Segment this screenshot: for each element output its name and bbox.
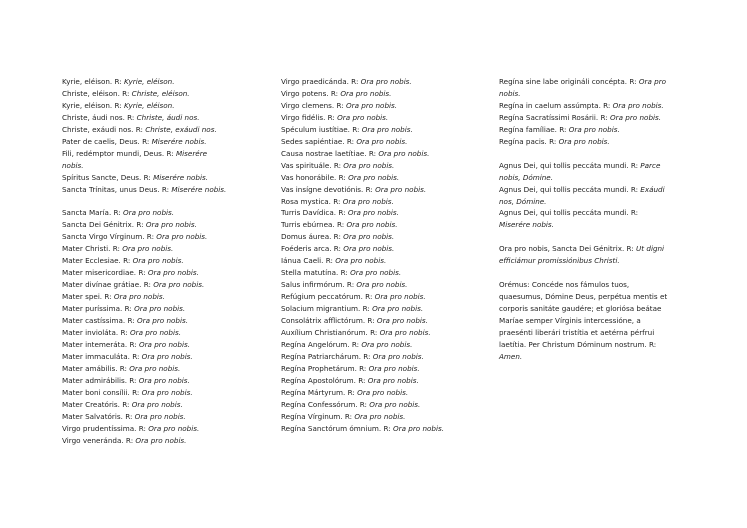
response-text: Ora pro nobis. [361, 339, 413, 349]
litany-line [499, 219, 689, 231]
column-2 [281, 76, 493, 435]
litany-line [62, 148, 267, 160]
litany-line [499, 291, 689, 303]
litany-line [499, 315, 689, 327]
invocation-text: Regína famíliae. R: [499, 124, 569, 134]
litany-line [499, 351, 689, 363]
litany-line [499, 88, 689, 100]
litany-line [499, 124, 689, 136]
invocation-text: corporis sanitáte gaudére; et gloriósa beátae [499, 304, 662, 314]
litany-line [281, 207, 493, 219]
invocation-text: Orémus: Concéde nos fámulos tuos, [499, 280, 630, 290]
response-text: Parce [640, 160, 661, 170]
response-text: Ora pro nobis. [129, 363, 181, 373]
litany-line [62, 207, 267, 219]
litany-line [281, 88, 493, 100]
invocation-text: Virgo fidélis. R: [281, 112, 338, 122]
invocation-text: Foéderis arca. R: [281, 244, 344, 254]
litany-line [281, 327, 493, 339]
invocation-text: Sancta Virgo Vírginum. R: [62, 232, 157, 242]
invocation-text: Mater castíssima. R: [62, 316, 137, 326]
response-text: Ora pro nobis. [136, 316, 188, 326]
column-3 [499, 76, 689, 363]
response-text: efficiámur promissiónibus Christi. [499, 256, 620, 266]
litany-line [281, 423, 493, 435]
litany-line [281, 411, 493, 423]
invocation-text: Mater Ecclesiae. R: [62, 256, 133, 266]
response-text: Kyrie, eléison. [123, 77, 175, 86]
litany-line [281, 291, 493, 303]
response-text: Ora pro nobis. [345, 100, 398, 110]
invocation-text: Mater Creatóris. R: [62, 399, 132, 409]
invocation-text: Vas honorábile. R: [281, 172, 349, 182]
litany-line [62, 112, 267, 124]
litany-line [281, 100, 493, 112]
response-text: Ora pro nobis. [375, 184, 427, 194]
invocation-text: Virgo veneránda. R: [62, 435, 136, 445]
response-text: Ora pro nobis. [558, 136, 610, 146]
response-text: Ora pro nobis. [347, 208, 399, 218]
litany-line [62, 291, 267, 303]
invocation-text: Mater Salvatóris. R: [62, 411, 135, 421]
response-text: Miserére nobis. [153, 172, 209, 182]
response-text: Ora pro nobis. [335, 256, 387, 266]
invocation-text: Christe, áudi nos. R: [62, 112, 137, 122]
response-text: Ora pro nobis. [134, 411, 186, 421]
invocation-text: Virgo potens. R: [281, 88, 341, 98]
response-text: Ora pro nobis. [369, 399, 421, 409]
litany-line [499, 243, 689, 255]
litany-line [281, 243, 493, 255]
response-text: Ut digni [636, 244, 665, 254]
response-text: nobis, Dómine. [499, 172, 554, 182]
column-1 [62, 76, 267, 447]
litany-line [499, 327, 689, 339]
invocation-text: Mater boni consílii. R: [62, 387, 142, 397]
litany-line [499, 76, 689, 88]
invocation-text: Mater Christi. R: [62, 244, 123, 254]
invocation-text: Solacium migrantium. R: [281, 304, 373, 314]
invocation-text: Auxílium Christianórum. R: [281, 328, 380, 338]
response-text: Ora pro nobis. [141, 351, 193, 361]
response-text: Ora pro nobis. [340, 88, 392, 98]
response-text: Miserére nobis. [499, 220, 554, 230]
response-text: Ora pro nobis. [138, 339, 190, 349]
litany-line [281, 172, 493, 184]
litany-line [281, 196, 493, 208]
response-text: Ora pro nobis. [376, 316, 428, 326]
invocation-text: Agnus Dei, qui tollis peccáta mundi. R: [499, 208, 639, 218]
invocation-text: Mater immaculáta. R: [62, 351, 142, 361]
litany-line [62, 124, 267, 136]
invocation-text: Virgo praedicánda. R: [281, 77, 361, 86]
litany-line [281, 279, 493, 291]
response-text: Ora pro nobis. [337, 112, 389, 122]
response-text: Ora pro nobis. [354, 411, 406, 421]
response-text: Ora pro nobis. [148, 423, 200, 433]
response-text: nobis. [62, 160, 84, 170]
response-text: Ora pro nobis. [123, 208, 175, 218]
invocation-text: Vas spirituále. R: [281, 160, 344, 170]
invocation-text: Vas insígne devotiónis. R: [281, 184, 376, 194]
litany-line [499, 184, 689, 196]
litany-line [62, 243, 267, 255]
invocation-text: Kyrie, eléison. R: [62, 77, 124, 86]
paragraph-gap [499, 148, 689, 160]
invocation-text: Mater divínae grátiae. R: [62, 280, 154, 290]
response-text: Christe, exáudi nos. [145, 124, 217, 134]
response-text: Ora pro nobis. [568, 124, 620, 134]
invocation-text: Sancta María. R: [62, 208, 123, 218]
invocation-text: Consolátrix afflictórum. R: [281, 316, 377, 326]
response-text: Ora pro nobis. [113, 292, 165, 302]
litany-line [62, 279, 267, 291]
litany-line [62, 184, 267, 196]
response-text: Ora pro nobis. [612, 100, 664, 110]
invocation-text: Sedes sapiéntiae. R: [281, 136, 357, 146]
invocation-text: Rosa mystica. R: [281, 196, 343, 206]
litany-line [62, 160, 267, 172]
litany-line [62, 267, 267, 279]
paragraph-gap [499, 231, 689, 243]
response-text: Ora pro nobis. [141, 387, 193, 397]
response-text: Ora pro nobis. [132, 256, 184, 266]
litany-line [62, 387, 267, 399]
invocation-text: Kyrie, eléison. R: [62, 100, 124, 110]
litany-line [281, 375, 493, 387]
litany-line [281, 339, 493, 351]
invocation-text: Salus infirmórum. R: [281, 280, 357, 290]
response-text: nos, Dómine. [499, 196, 547, 206]
response-text: Ora pro nobis. [343, 244, 395, 254]
litany-line [499, 255, 689, 267]
litany-line [281, 184, 493, 196]
invocation-text: Mater amábilis. R: [62, 363, 130, 373]
litany-line [62, 423, 267, 435]
response-text: Ora pro nobis. [609, 112, 662, 122]
invocation-text: Regína Sacratíssimi Rosárii. R: [499, 112, 610, 122]
invocation-text: Virgo clemens. R: [281, 100, 346, 110]
litany-line [499, 279, 689, 291]
response-text: Ora pro nobis. [357, 387, 409, 397]
litany-line [281, 76, 493, 88]
response-text: Ora pro nobis. [135, 435, 187, 445]
litany-line [62, 76, 267, 88]
response-text: Miserére [175, 148, 208, 158]
invocation-text: Regína Confessórum. R: [281, 399, 370, 409]
litany-line [499, 172, 689, 184]
litany-line [499, 339, 689, 351]
response-text: Ora pro nobis. [145, 220, 197, 230]
litany-line [281, 303, 493, 315]
response-text: Christe, eléison. [131, 88, 190, 98]
litany-line [281, 255, 493, 267]
invocation-text: Sancta Dei Génitrix. R: [62, 220, 146, 230]
invocation-text: Causa nostrae laetítiae. R: [281, 148, 379, 158]
litany-line [499, 303, 689, 315]
response-text: Amen. [499, 351, 523, 361]
response-text: Ora pro nobis. [356, 136, 408, 146]
litany-line [281, 136, 493, 148]
invocation-text: Agnus Dei, qui tollis peccáta mundi. R: [499, 184, 641, 194]
litany-line [62, 172, 267, 184]
litany-line [499, 196, 689, 208]
response-text: Kyrie, eléison. [123, 100, 175, 110]
response-text: Ora pro nobis. [134, 304, 186, 314]
invocation-text: Refúgium peccatórum. R: [281, 292, 375, 302]
invocation-text: Stella matutína. R: [281, 268, 351, 278]
invocation-text: Pater de caelis, Deus. R: [62, 136, 152, 146]
response-text: Ora pro nobis. [343, 232, 395, 242]
invocation-text: Christe, eléison. R: [62, 88, 132, 98]
invocation-text: Sancta Trínitas, unus Deus. R: [62, 184, 172, 194]
invocation-text: Mater misericordiae. R: [62, 268, 148, 278]
response-text: Exáudi [640, 184, 665, 194]
invocation-text: Regína Apostolórum. R: [281, 375, 368, 385]
response-text: Ora pro nobis. [153, 280, 205, 290]
litany-line [281, 363, 493, 375]
invocation-text: laetítia. Per Christum Dóminum nostrum. R: [499, 339, 657, 349]
response-text: Ora pro nobis. [122, 244, 174, 254]
response-text: Christe, áudi nos. [136, 112, 200, 122]
litany-line [62, 255, 267, 267]
response-text: Miserére nobis. [151, 136, 207, 146]
litany-line [499, 136, 689, 148]
invocation-text: Mater admirábilis. R: [62, 375, 139, 385]
invocation-text: Spíritus Sancte, Deus. R: [62, 172, 154, 182]
invocation-text: Iánua Caeli. R: [281, 256, 336, 266]
litany-line [62, 411, 267, 423]
litany-line [281, 124, 493, 136]
invocation-text: Maríae semper Vírginis intercessióne, a [499, 316, 641, 326]
invocation-text: Mater intemeráta. R: [62, 339, 139, 349]
litany-line [281, 160, 493, 172]
invocation-text: Domus áurea. R: [281, 232, 344, 242]
response-text: Ora pro nobis. [372, 304, 424, 314]
invocation-text: Agnus Dei, qui tollis peccáta mundi. R: [499, 160, 641, 170]
invocation-text: Ora pro nobis, Sancta Dei Génitrix. R: [499, 244, 637, 254]
response-text: Ora pro nobis. [147, 268, 199, 278]
invocation-text: Turris ebúrnea. R: [281, 220, 347, 230]
litany-line [499, 112, 689, 124]
invocation-text: Regína Mártyrum. R: [281, 387, 358, 397]
invocation-text: Virgo prudentíssima. R: [62, 423, 149, 433]
litany-line [62, 327, 267, 339]
response-text: Ora pro nobis. [361, 124, 413, 134]
litany-line [62, 363, 267, 375]
litany-line [499, 100, 689, 112]
response-text: Ora pro nobis. [138, 375, 190, 385]
paragraph-gap [62, 196, 267, 208]
litany-line [499, 207, 689, 219]
litany-line [62, 375, 267, 387]
response-text: Ora pro nobis. [346, 220, 398, 230]
paragraph-gap [499, 267, 689, 279]
litany-line [281, 267, 493, 279]
invocation-text: Mater puríssima. R: [62, 304, 135, 314]
response-text: Miserére nobis. [171, 184, 227, 194]
litany-line [62, 399, 267, 411]
response-text: Ora pro nobis. [350, 268, 402, 278]
litany-line [62, 315, 267, 327]
invocation-text: Regína Prophetárum. R: [281, 363, 369, 373]
litany-line [281, 219, 493, 231]
litany-line [281, 399, 493, 411]
invocation-text: Regína Angelórum. R: [281, 339, 362, 349]
invocation-text: Turris Davídica. R: [281, 208, 348, 218]
response-text: Ora pro nobis. [392, 423, 444, 433]
litany-line [62, 219, 267, 231]
litany-line [281, 231, 493, 243]
invocation-text: Regína sine labe origináli concépta. R: [499, 77, 639, 86]
invocation-text: quaesumus, Dómine Deus, perpétua mentis et [499, 292, 668, 302]
invocation-text: Regína pacis. R: [499, 136, 559, 146]
litany-line [281, 387, 493, 399]
response-text: Ora pro nobis. [343, 160, 395, 170]
response-text: Ora pro nobis. [348, 172, 400, 182]
litany-line [281, 351, 493, 363]
response-text: Ora pro nobis. [342, 196, 394, 206]
litany-line [62, 100, 267, 112]
litany-line [62, 351, 267, 363]
response-text: Ora pro nobis. [156, 232, 208, 242]
litany-line [281, 148, 493, 160]
litany-line [62, 339, 267, 351]
litany-line [62, 303, 267, 315]
invocation-text: Regína Patriarchárum. R: [281, 351, 373, 361]
invocation-text: Spéculum iustítiae. R: [281, 124, 362, 134]
litany-line [499, 160, 689, 172]
litany-line [281, 112, 493, 124]
invocation-text: Regína Vírginum. R: [281, 411, 355, 421]
response-text: nobis. [499, 88, 521, 98]
response-text: Ora pro nobis. [360, 77, 412, 86]
invocation-text: praesénti liberári tristítia et aetérna pérfrui [499, 327, 655, 337]
response-text: Ora pro nobis. [374, 292, 426, 302]
litany-line [62, 88, 267, 100]
invocation-text: Regína Sanctórum ómnium. R: [281, 423, 393, 433]
litany-line [62, 231, 267, 243]
response-text: Ora pro nobis. [378, 148, 430, 158]
invocation-text: Mater spei. R: [62, 292, 114, 302]
response-text: Ora pro nobis. [372, 351, 424, 361]
litany-line [62, 136, 267, 148]
litany-line [62, 435, 267, 447]
response-text: Ora pro nobis. [379, 328, 431, 338]
response-text: Ora pro nobis. [367, 375, 419, 385]
response-text: Ora pro nobis. [129, 328, 182, 337]
invocation-text: Regína in caelum assúmpta. R: [499, 100, 613, 110]
invocation-text: Mater invioláta. R: [62, 328, 130, 337]
response-text: Ora pro nobis. [131, 399, 183, 409]
invocation-text: Fili, redémptor mundi, Deus. R: [62, 148, 176, 158]
response-text: Ora pro [638, 77, 667, 86]
response-text: Ora pro nobis. [368, 363, 420, 373]
litany-line [281, 315, 493, 327]
invocation-text: Christe, exáudi nos. R: [62, 124, 146, 134]
response-text: Ora pro nobis. [356, 280, 408, 290]
